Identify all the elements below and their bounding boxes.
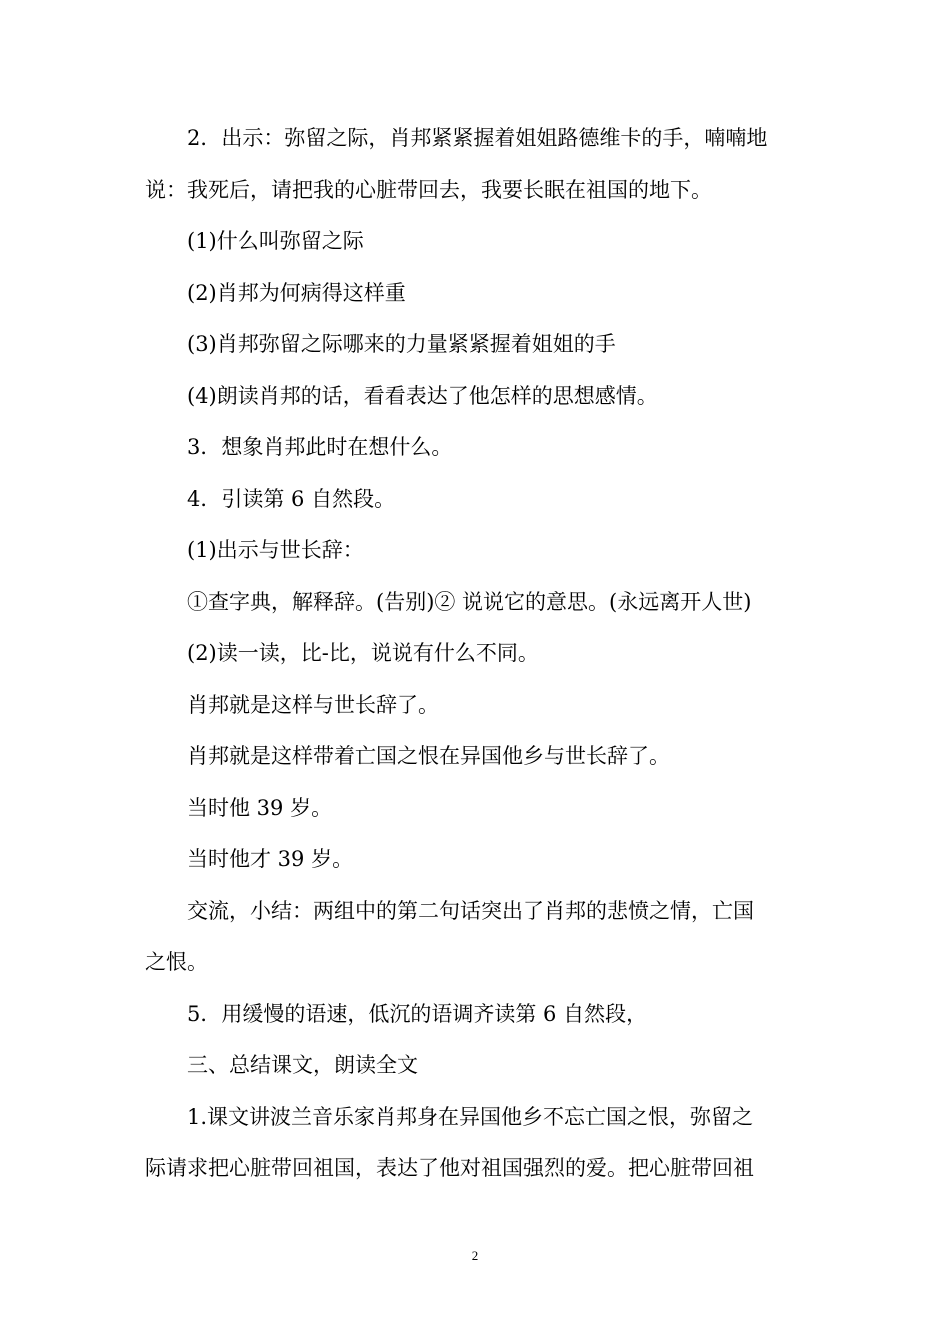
paragraph-line: 交流，小结：两组中的第二句话突出了肖邦的悲愤之情，亡国 — [187, 898, 754, 923]
paragraph-line: 4．引读第 6 自然段。 — [187, 486, 396, 511]
paragraph-line: 5．用缓慢的语速，低沉的语调齐读第 6 自然段， — [187, 1001, 648, 1026]
paragraph-line: (1)什么叫弥留之际 — [187, 229, 364, 253]
paragraph-line: (1)出示与世长辞： — [187, 538, 364, 562]
paragraph-line: 1.课文讲波兰音乐家肖邦身在异国他乡不忘亡国之恨，弥留之 — [187, 1104, 754, 1129]
paragraph-line: 当时他才 39 岁。 — [187, 847, 354, 871]
paragraph-line: ①查字典，解释辞。(告别)② 说说它的意思。(永远离开人世) — [187, 589, 752, 614]
section-heading: 三、总结课文，朗读全文 — [187, 1053, 418, 1077]
paragraph-line: 说：我死后，请把我的心脏带回去，我要长眠在祖国的地下。 — [145, 177, 712, 202]
paragraph-line: (2)肖邦为何病得这样重 — [187, 280, 406, 305]
paragraph-line: 2．出示：弥留之际，肖邦紧紧握着姐姐路德维卡的手，喃喃地 — [187, 126, 768, 150]
document-body — [145, 113, 805, 1195]
paragraph-line: (4)朗读肖邦的话，看看表达了他怎样的思想感情。 — [187, 383, 658, 408]
page-number: 2 — [471, 1248, 479, 1263]
paragraph-line: (2)读一读，比-比，说说有什么不同。 — [187, 641, 539, 665]
paragraph-line: 3．想象肖邦此时在想什么。 — [187, 435, 453, 459]
paragraph-line: 肖邦就是这样与世长辞了。 — [187, 692, 439, 717]
paragraph-line: 际请求把心脏带回祖国，表达了他对祖国强烈的爱。把心脏带回祖 — [145, 1156, 754, 1180]
paragraph-line: 之恨。 — [145, 950, 208, 974]
paragraph-line: 当时他 39 岁。 — [187, 795, 333, 820]
paragraph-line: (3)肖邦弥留之际哪来的力量紧紧握着姐姐的手 — [187, 332, 616, 356]
paragraph-line: 肖邦就是这样带着亡国之恨在异国他乡与世长辞了。 — [187, 744, 670, 768]
